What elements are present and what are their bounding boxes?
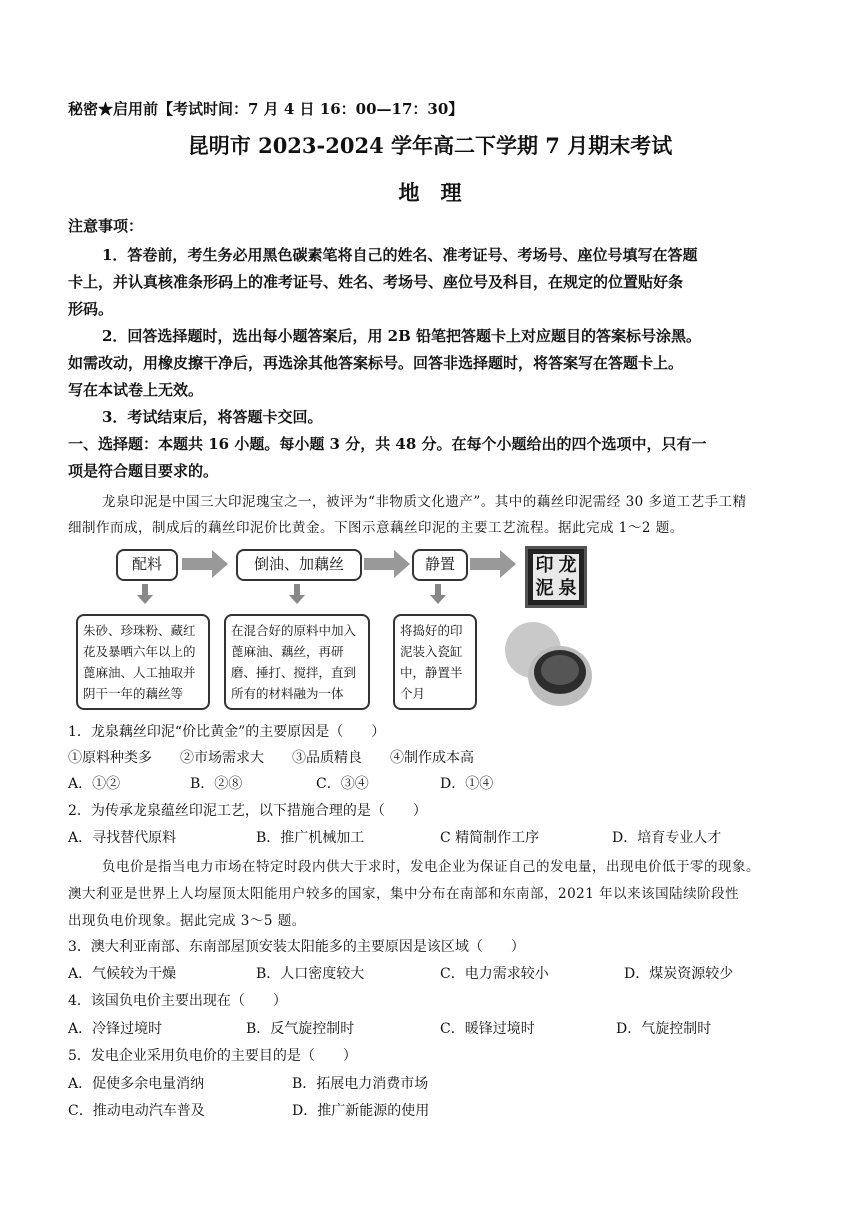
seal-char: 龙	[558, 555, 577, 576]
q1-option-a: A．①②	[68, 776, 121, 792]
q5-option-b: B．拓展电力消费市场	[292, 1076, 429, 1092]
arrow-right-icon	[470, 550, 518, 578]
notice-item3: 3．考试结束后，将答题卡交回。	[102, 408, 323, 426]
q2-option-c: C 精简制作工序	[440, 830, 540, 846]
step-daoyou-box: 倒油、加藕丝	[236, 549, 362, 581]
q1-option-c: C．③④	[316, 776, 369, 792]
secret-line: 秘密★启用前【考试时间：7 月 4 日 16：00—17：30】	[68, 100, 464, 118]
seal-char: 泥	[535, 578, 554, 599]
desc-peiliao: 朱砂、珍珠粉、藏红花及暴晒六年以上的蓖麻油、人工抽取并阴干一年的藕丝等	[76, 614, 210, 710]
seal-char: 印	[535, 555, 554, 576]
desc-daoyou: 在混合好的原料中加入蓖麻油、藕丝，再研磨、捶打、搅拌，直到所有的材料融为一体	[224, 614, 370, 710]
q3-option-a: A．气候较为干燥	[68, 966, 177, 982]
inkpad-image	[500, 614, 596, 710]
q1-option-d: D．①④	[440, 776, 494, 792]
arrow-down-head	[289, 595, 305, 604]
q3-option-d: D．煤炭资源较少	[624, 966, 734, 982]
notice-item1-line2: 卡上，并认真核准条形码上的准考证号、姓名、考场号、座位号及科目，在规定的位置贴好条	[68, 273, 684, 291]
q4-option-b: B．反气旋控制时	[246, 1021, 355, 1037]
question-5: 5．发电企业采用负电价的主要目的是（ ）	[68, 1048, 357, 1064]
notice-item2-line1: 2．回答选择题时，选出每小题答案后，用 2B 铅笔把答题卡上对应题目的答案标号涂黑。	[102, 327, 702, 345]
notice-item1-line1: 1．答卷前，考生务必用黑色碳素笔将自己的姓名、准考证号、考场号、座位号填写在答题	[102, 246, 698, 264]
q5-option-a: A．促使多余电量消纳	[68, 1076, 205, 1092]
passage2-line2: 澳大利亚是世界上人均屋顶太阳能用户较多的国家，集中分布在南部和东南部，2021 年以来该国陆续阶段性	[68, 886, 740, 902]
step-jingzhi-box: 静置	[412, 549, 468, 581]
subject-title: 地 理	[398, 180, 462, 205]
q5-option-c: C．推动电动汽车普及	[68, 1103, 205, 1119]
q2-option-d: D．培育专业人才	[612, 830, 722, 846]
notice-heading: 注意事项：	[68, 217, 144, 235]
section1-line2: 项是符合题目要求的。	[68, 462, 219, 480]
exam-title: 昆明市 2023-2024 学年高二下学期 7 月期末考试	[187, 133, 673, 158]
passage2-line1: 负电价是指当电力市场在特定时段内供大于求时，发电企业为保证自己的发电量，出现电价低于零的现象。	[102, 859, 760, 875]
seal-char: 泉	[558, 578, 577, 599]
q1-option-b: B．②⑧	[190, 776, 243, 792]
question-1: 1．龙泉藕丝印泥“价比黄金”的主要原因是（ ）	[68, 724, 386, 740]
process-figure	[72, 544, 592, 712]
question-1-items: ①原料种类多 ②市场需求大 ③品质精良 ④制作成本高	[68, 750, 474, 766]
arrow-right-icon	[182, 550, 230, 578]
passage2-line3: 出现负电价现象。据此完成 3～5 题。	[68, 913, 306, 929]
q2-option-a: A．寻找替代原料	[68, 830, 177, 846]
q4-option-c: C．暖锋过境时	[440, 1021, 535, 1037]
question-2: 2．为传承龙泉蕴丝印泥工艺，以下措施合理的是（ ）	[68, 803, 427, 819]
q3-option-b: B．人口密度较大	[256, 966, 365, 982]
arrow-down-head	[137, 595, 153, 604]
q4-option-a: A．冷锋过境时	[68, 1021, 163, 1037]
notice-item1-line3: 形码。	[68, 300, 114, 318]
notice-item2-line3: 写在本试卷上无效。	[68, 381, 204, 399]
question-3: 3．澳大利亚南部、东南部屋顶安装太阳能多的主要原因是该区域（ ）	[68, 939, 525, 955]
passage1-line1: 龙泉印泥是中国三大印泥瑰宝之一，被评为“非物质文化遗产”。其中的藕丝印泥需经 30 多道工艺手工精	[102, 494, 747, 510]
arrow-down-head	[430, 595, 446, 604]
desc-jingzhi: 将捣好的印泥装入瓷缸中，静置半个月	[393, 614, 477, 710]
q4-option-d: D．气旋控制时	[616, 1021, 712, 1037]
notice-item2-line2: 如需改动，用橡皮擦干净后，再选涂其他答案标号。回答非选择题时，将答案写在答题卡上。	[68, 354, 684, 372]
arrow-right-icon	[364, 550, 412, 578]
question-4: 4．该国负电价主要出现在（ ）	[68, 993, 287, 1009]
passage1-line2: 细制作而成，制成后的藕丝印泥价比黄金。下图示意藕丝印泥的主要工艺流程。据此完成 1～2 题。	[68, 520, 684, 536]
q2-option-b: B．推广机械加工	[256, 830, 365, 846]
longquan-seal-image	[525, 546, 587, 608]
q3-option-c: C．电力需求较小	[440, 966, 549, 982]
section1-line1: 一、选择题：本题共 16 小题。每小题 3 分，共 48 分。在每个小题给出的四个选项中，只有一	[68, 435, 707, 453]
step-peiliao-box: 配料	[116, 549, 178, 581]
q5-option-d: D．推广新能源的使用	[292, 1103, 430, 1119]
